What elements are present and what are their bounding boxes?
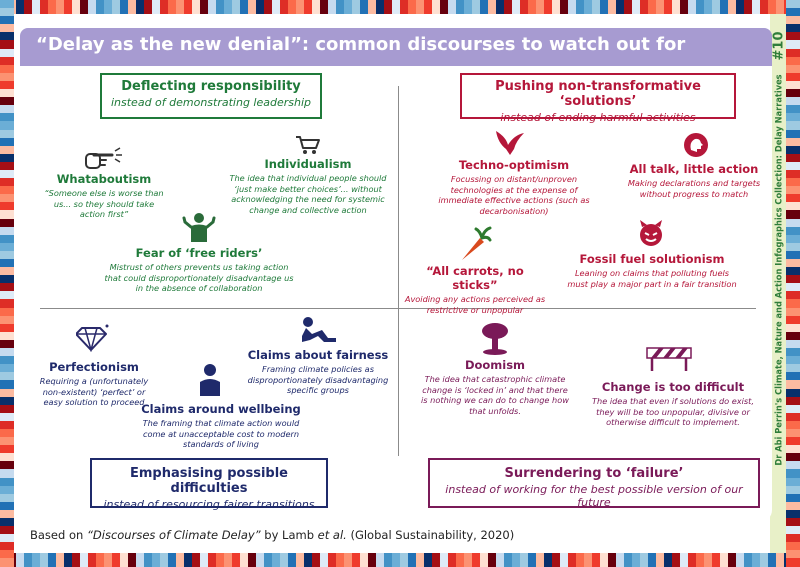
vertical-divider <box>398 86 399 456</box>
item-description: Mistrust of others prevents us taking action that could disproportionately disadvantage us in the absence of collaboration <box>104 262 294 294</box>
whataboutism-item <box>40 172 168 220</box>
item-title: Claims about fairness <box>247 348 389 362</box>
item-title: Doomism <box>464 358 526 372</box>
item-description: Leaning on claims that polluting fuels must play a major part in a fair transition <box>567 268 737 289</box>
shrugging-person-icon <box>182 210 216 244</box>
mushroom-cloud-icon <box>480 322 510 356</box>
item-description: The framing that climate action would come at unacceptable cost to modern standards of living <box>142 418 300 450</box>
kneeling-figure-icon <box>298 316 338 346</box>
warming-stripes-bottom <box>0 553 800 567</box>
fossil-fuel-solutionism-item <box>566 252 738 289</box>
warming-stripes-left <box>0 0 14 567</box>
item-description: Requiring a (unfortunately non-existent) ‘perfect’ or easy solution to proceed <box>39 376 149 408</box>
phoenix-bird-icon <box>492 127 526 157</box>
infographic-number: #10 <box>771 31 787 61</box>
quadrant-heading: Deflecting responsibility <box>121 79 301 94</box>
fear-of-free-riders-item <box>100 246 298 294</box>
quadrant-subheading: instead of resourcing fairer transitions <box>103 498 315 511</box>
quadrant-subheading: instead of ending harmful activities <box>500 111 696 124</box>
item-title: Techno-optimism <box>458 158 570 172</box>
item-description: The idea that individual people should ‘just make better choices’... without acknowledging the need for systemic change and collective action <box>229 173 387 215</box>
horizontal-divider <box>40 308 756 309</box>
deflecting-responsibility-box <box>100 73 322 119</box>
diamond-icon <box>76 322 110 352</box>
quadrant-subheading: instead of demonstrating leadership <box>110 96 312 109</box>
warming-stripes-right <box>786 0 800 567</box>
item-title: Whataboutism <box>56 172 152 186</box>
quadrant-subheading: instead of working for the best possible version of our future <box>445 483 743 509</box>
credit-prefix: Based on <box>30 528 87 542</box>
doomism-item <box>418 358 572 417</box>
item-title: Fossil fuel solutionism <box>579 252 725 266</box>
claims-around-wellbeing-item <box>138 402 304 450</box>
item-title: All talk, little action <box>629 162 759 176</box>
item-description: “Someone else is worse than us... so they should take action first” <box>44 188 164 220</box>
barrier-icon <box>646 342 692 372</box>
shopping-cart-icon <box>294 134 322 156</box>
person-icon <box>196 362 224 398</box>
item-description: Avoiding any actions perceived as restrictive or unpopular <box>404 294 546 315</box>
emphasising-difficulties-box <box>90 458 328 511</box>
item-description: Making declarations and targets without progress to match <box>627 178 761 199</box>
change-is-too-difficult-item <box>588 380 758 428</box>
item-title: “All carrots, no sticks” <box>426 264 524 292</box>
techno-optimism-item <box>438 158 590 217</box>
item-title: Perfectionism <box>49 360 139 374</box>
all-talk-little-action-item <box>620 162 768 199</box>
credit-et-al: et al. <box>317 528 347 542</box>
carrot-icon <box>454 226 492 264</box>
item-description: The idea that catastrophic climate change is ‘locked in’ and that there is nothing we can do to change how that unfolds. <box>421 374 569 416</box>
quadrant-heading: Pushing non-transformative ‘solutions’ <box>495 79 701 109</box>
speaking-head-icon <box>683 132 709 158</box>
warming-stripes-top <box>0 0 800 14</box>
pointing-hand-icon <box>82 146 124 172</box>
credit-source-title: “Discourses of Climate Delay” <box>86 528 261 542</box>
quadrant-heading: Emphasising possible difficulties <box>130 466 288 496</box>
claims-about-fairness-item <box>238 348 398 396</box>
item-description: Framing climate policies as disproportionately disadvantaging specific groups <box>247 364 389 396</box>
credit-publication: (Global Sustainability, 2020) <box>346 528 515 542</box>
surrendering-to-failure-box <box>428 458 760 508</box>
item-description: The idea that even if solutions do exist, they will be too unpopular, divisive or otherwise difficult to implement. <box>592 396 754 428</box>
source-credit <box>30 528 514 542</box>
collection-label: Dr Abi Perrin's Climate, Nature and Action Infographics Collection: Delay Narratives <box>773 74 785 466</box>
item-title: Change is too difficult <box>601 380 745 394</box>
devil-face-icon <box>637 218 665 248</box>
non-transformative-solutions-box <box>460 73 736 124</box>
item-title: Fear of ‘free riders’ <box>135 246 263 260</box>
credit-authors: by Lamb <box>260 528 318 542</box>
page-title: “Delay as the new denial”: common discourses to watch out for <box>36 34 686 55</box>
individualism-item <box>220 157 396 216</box>
item-title: Individualism <box>264 157 352 171</box>
perfectionism-item <box>36 360 152 408</box>
content-card <box>20 66 772 522</box>
quadrant-heading: Surrendering to ‘failure’ <box>504 466 684 481</box>
item-title: Claims around wellbeing <box>141 402 301 416</box>
all-carrots-no-sticks-item <box>402 264 548 315</box>
item-description: Focussing on distant/unproven technologies at the expense of immediate effective actions (such as decarbonisation) <box>438 174 590 216</box>
